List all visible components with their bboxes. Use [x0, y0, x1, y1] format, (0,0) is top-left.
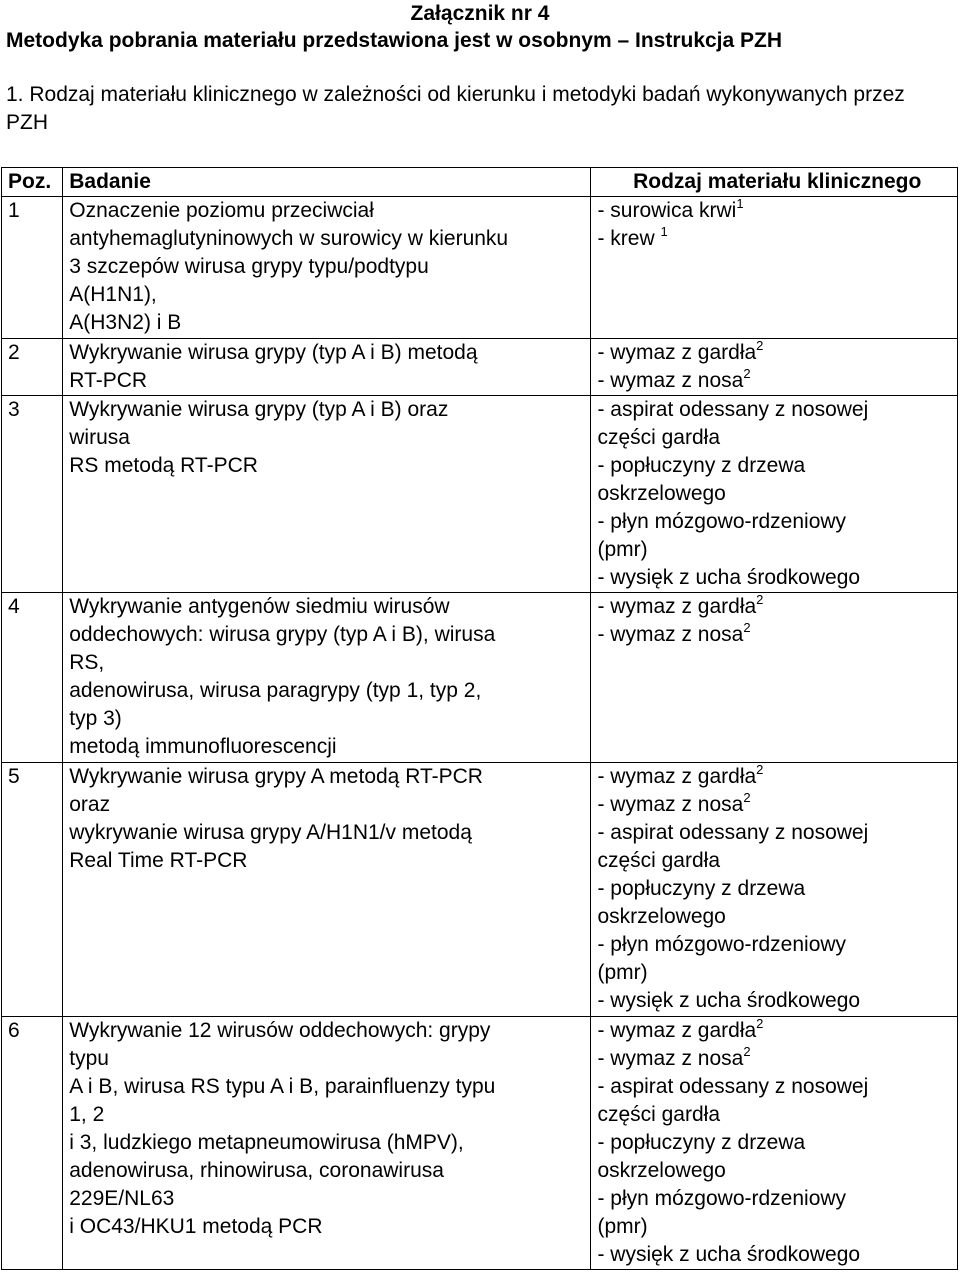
material-item	[597, 367, 957, 395]
test-line: Wykrywanie antygenów siedmiu wirusów	[69, 595, 450, 618]
material-text: - wymaz z gardła	[597, 1019, 757, 1042]
row-number: 6	[2, 1017, 63, 1270]
material-text: - wymaz z nosa	[597, 623, 744, 646]
test-line: wirusa	[69, 426, 130, 449]
test-line: typ 3)	[69, 707, 122, 730]
test-line: oraz	[69, 793, 111, 816]
footnote-marker: 2	[756, 338, 764, 353]
test-line: A i B, wirusa RS typu A i B, parainfluenzy typu	[69, 1075, 496, 1098]
material-text: - krew	[597, 227, 661, 250]
test-line: Real Time RT-PCR	[69, 849, 248, 872]
header-test: Badanie	[63, 168, 591, 197]
row-number: 1	[2, 197, 63, 339]
material-text: - aspirat odessany z nosowej	[597, 821, 869, 844]
material-text: - wymaz z nosa	[597, 369, 744, 392]
test-line: A(H3N2) i B	[69, 311, 182, 334]
material-item	[597, 875, 957, 903]
material-text: - wysięk z ucha środkowego	[597, 566, 861, 589]
test-line: RT-PCR	[69, 369, 148, 392]
material-item	[597, 339, 957, 367]
test-line: RS metodą RT-PCR	[69, 454, 258, 477]
material-item	[597, 987, 957, 1015]
test-line: i OC43/HKU1 metodą PCR	[69, 1215, 323, 1238]
test-line: wykrywanie wirusa grypy A/H1N1/v metodą	[69, 821, 472, 844]
material-list	[591, 763, 958, 1017]
material-list	[591, 593, 958, 763]
material-item	[597, 1213, 957, 1241]
material-text: - popłuczyny z drzewa	[597, 1131, 806, 1154]
material-item	[597, 593, 957, 621]
footnote-marker: 2	[743, 366, 751, 381]
material-item	[597, 396, 957, 424]
material-text: części gardła	[597, 849, 721, 872]
test-line: 3 szczepów wirusa grypy typu/podtypu	[69, 255, 429, 278]
material-item	[597, 931, 957, 959]
material-list	[591, 1017, 958, 1270]
material-item	[597, 1157, 957, 1185]
material-item	[597, 959, 957, 987]
material-item	[597, 847, 957, 875]
table-row	[2, 197, 958, 339]
material-text: - płyn mózgowo-rdzeniowy	[597, 510, 847, 533]
material-item	[597, 225, 957, 253]
table-row	[2, 339, 958, 396]
test-line: 229E/NL63	[69, 1187, 175, 1210]
section-heading: 1. Rodzaj materiału klinicznego w zależności od kierunku i metodyki badań wykonywanych przez PZH	[6, 83, 905, 134]
material-item	[597, 1017, 957, 1045]
material-text: części gardła	[597, 1103, 721, 1126]
test-line: 1, 2	[69, 1103, 105, 1126]
test-description	[63, 396, 591, 593]
footnote-marker: 2	[743, 790, 751, 805]
material-item	[597, 564, 957, 592]
footnote-marker: 2	[756, 1016, 764, 1031]
table-row	[2, 593, 958, 763]
material-text: - wymaz z gardła	[597, 341, 757, 364]
material-text: - wysięk z ucha środkowego	[597, 989, 861, 1012]
material-text: - wysięk z ucha środkowego	[597, 1243, 861, 1266]
header-num: Poz.	[2, 168, 63, 197]
material-item	[597, 452, 957, 480]
test-line: adenowirusa, wirusa paragrypy (typ 1, typ 2,	[69, 679, 482, 702]
test-description	[63, 1017, 591, 1270]
document-subtitle: Metodyka pobrania materiału przedstawiona jest w osobnym – Instrukcja PZH	[6, 29, 783, 52]
row-number: 5	[2, 763, 63, 1017]
material-text: oskrzelowego	[597, 905, 726, 928]
material-text: - płyn mózgowo-rdzeniowy	[597, 1187, 847, 1210]
footnote-marker: 2	[756, 592, 764, 607]
material-text: oskrzelowego	[597, 1159, 726, 1182]
material-item	[597, 197, 957, 225]
material-item	[597, 819, 957, 847]
test-description	[63, 593, 591, 763]
material-text: - wymaz z nosa	[597, 793, 744, 816]
material-item	[597, 508, 957, 536]
material-text: (pmr)	[597, 961, 648, 984]
test-line: A(H1N1),	[69, 283, 157, 306]
row-number: 4	[2, 593, 63, 763]
test-line: typu	[69, 1047, 109, 1070]
table-body	[2, 197, 958, 1270]
material-item	[597, 1185, 957, 1213]
material-item	[597, 1073, 957, 1101]
material-text: - popłuczyny z drzewa	[597, 877, 806, 900]
material-text: - wymaz z gardła	[597, 595, 757, 618]
footnote-marker: 1	[660, 224, 668, 239]
material-item	[597, 1241, 957, 1269]
footnote-marker: 2	[743, 620, 751, 635]
test-line: Wykrywanie 12 wirusów oddechowych: grypy	[69, 1019, 491, 1042]
material-item	[597, 621, 957, 649]
test-line: adenowirusa, rhinowirusa, coronawirusa	[69, 1159, 444, 1182]
material-text: - wymaz z gardła	[597, 765, 757, 788]
material-text: (pmr)	[597, 538, 648, 561]
material-text: (pmr)	[597, 1215, 648, 1238]
test-line: metodą immunofluorescencji	[69, 735, 337, 758]
table-row	[2, 763, 958, 1017]
footnote-marker: 2	[756, 762, 764, 777]
material-item	[597, 480, 957, 508]
material-item	[597, 1129, 957, 1157]
material-item	[597, 763, 957, 791]
header-material: Rodzaj materiału klinicznego	[591, 168, 958, 197]
row-number: 2	[2, 339, 63, 396]
test-line: Oznaczenie poziomu przeciwciał	[69, 199, 374, 222]
test-line: i 3, ludzkiego metapneumowirusa (hMPV),	[69, 1131, 464, 1154]
material-text: - popłuczyny z drzewa	[597, 454, 806, 477]
test-line: Wykrywanie wirusa grypy (typ A i B) oraz	[69, 398, 449, 421]
material-text: - wymaz z nosa	[597, 1047, 744, 1070]
table-row	[2, 1017, 958, 1270]
material-text: - surowica krwi	[597, 199, 737, 222]
test-line: antyhemaglutyninowych w surowicy w kierunku	[69, 227, 509, 250]
document-title: Załącznik nr 4	[410, 2, 550, 25]
material-item	[597, 1101, 957, 1129]
test-line: Wykrywanie wirusa grypy A metodą RT-PCR	[69, 765, 483, 788]
material-text: - aspirat odessany z nosowej	[597, 1075, 869, 1098]
material-item	[597, 1045, 957, 1073]
test-line: RS,	[69, 651, 105, 674]
test-description	[63, 339, 591, 396]
material-text: - płyn mózgowo-rdzeniowy	[597, 933, 847, 956]
material-item	[597, 791, 957, 819]
footnote-marker: 2	[743, 1044, 751, 1059]
table-header-row	[2, 168, 958, 197]
material-item	[597, 536, 957, 564]
material-list	[591, 396, 958, 593]
test-line: oddechowych: wirusa grypy (typ A i B), wirusa	[69, 623, 496, 646]
material-item	[597, 903, 957, 931]
footnote-marker: 1	[736, 196, 744, 211]
test-description	[63, 197, 591, 339]
table-row	[2, 396, 958, 593]
test-line: Wykrywanie wirusa grypy (typ A i B) metodą	[69, 341, 478, 364]
material-list	[591, 339, 958, 396]
row-number: 3	[2, 396, 63, 593]
material-list	[591, 197, 958, 339]
material-item	[597, 424, 957, 452]
clinical-material-table	[1, 167, 958, 1270]
material-text: oskrzelowego	[597, 482, 726, 505]
test-description	[63, 763, 591, 1017]
material-text: - aspirat odessany z nosowej	[597, 398, 869, 421]
material-text: części gardła	[597, 426, 721, 449]
